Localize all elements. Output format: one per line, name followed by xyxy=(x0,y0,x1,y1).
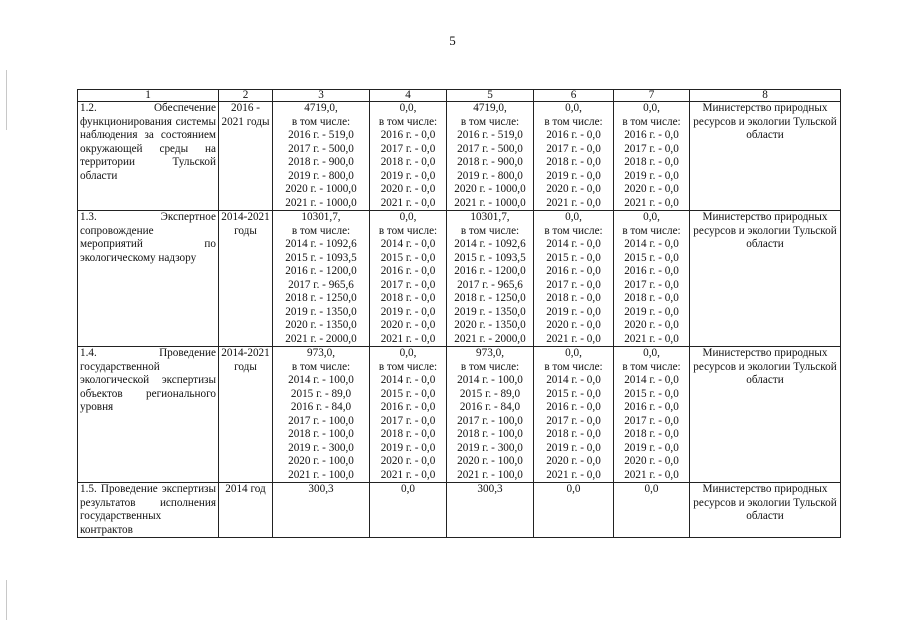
funding-line: 2019 г. - 0,0 xyxy=(546,441,601,454)
activity-name: 1.2. Обеспечение функционирования системы наблюдения за состоянием окружающей среды на территории Тульской области xyxy=(78,102,219,211)
funding-line: в том числе: xyxy=(622,115,681,128)
funding-line: 2015 г. - 89,0 xyxy=(290,387,352,400)
funding-line: 2016 г. - 519,0 xyxy=(288,129,354,141)
funding-line: 2014 г. - 0,0 xyxy=(380,374,436,386)
funding-line: 2016 г. - 519,0 xyxy=(457,129,523,141)
funding-line: 2016 г. - 0,0 xyxy=(624,401,679,413)
funding-line: 0,0, xyxy=(399,102,417,114)
table-row xyxy=(78,102,841,211)
funding-line: 2021 г. - 0,0 xyxy=(546,332,601,345)
funding-line: в том числе: xyxy=(378,115,438,128)
funding-line: 2021 г. - 0,0 xyxy=(380,468,436,481)
funding-line: 2016 г. - 0,0 xyxy=(546,401,601,413)
funding-line: 0,0, xyxy=(565,211,582,223)
funding-line: в том числе: xyxy=(460,360,520,373)
period-cell: 2014 год xyxy=(219,483,273,538)
funding-line: 2018 г. - 0,0 xyxy=(546,428,601,440)
funding-line: в том числе: xyxy=(291,224,351,237)
funding-line: 2017 г. - 965,6 xyxy=(288,278,354,291)
activity-name: 1.3. Экспертное сопровождение мероприятий по экологическому надзору xyxy=(78,211,219,347)
funding-line: 2020 г. - 0,0 xyxy=(380,455,436,467)
funding-cell xyxy=(447,347,534,483)
funding-line: 2020 г. - 1350,0 xyxy=(454,319,526,331)
funding-line: 2014 г. - 0,0 xyxy=(624,238,679,250)
funding-line: в том числе: xyxy=(460,115,520,128)
funding-line: 2019 г. - 0,0 xyxy=(624,441,679,454)
funding-line: 2019 г. - 300,0 xyxy=(288,441,354,454)
funding-line: 0,0 xyxy=(566,483,581,495)
funding-cell xyxy=(534,483,614,538)
table-row xyxy=(78,347,841,483)
funding-line: 2019 г. - 0,0 xyxy=(380,169,436,182)
funding-line: 973,0, xyxy=(307,347,335,359)
funding-line: 2017 г. - 100,0 xyxy=(457,414,523,427)
column-number: 2 xyxy=(219,90,273,102)
funding-line: в том числе: xyxy=(544,360,603,373)
column-number: 6 xyxy=(534,90,614,102)
funding-line: 300,3 xyxy=(477,483,503,495)
scan-edge-mark xyxy=(6,70,7,130)
funding-line: 2015 г. - 0,0 xyxy=(546,387,601,400)
funding-line: в том числе: xyxy=(544,224,603,237)
funding-line: 2019 г. - 0,0 xyxy=(624,305,679,318)
funding-line: 2020 г. - 1000,0 xyxy=(285,183,357,195)
funding-line: в том числе: xyxy=(378,224,438,237)
funding-line: 2018 г. - 900,0 xyxy=(288,156,354,168)
funding-line: 2019 г. - 0,0 xyxy=(624,169,679,182)
funding-line: 2021 г. - 0,0 xyxy=(546,196,601,209)
funding-line: 2020 г. - 100,0 xyxy=(288,455,354,467)
funding-line: 2017 г. - 965,6 xyxy=(457,278,523,291)
funding-line: 973,0, xyxy=(476,347,504,359)
funding-line: в том числе: xyxy=(460,224,520,237)
funding-line: 2014 г. - 1092,6 xyxy=(454,238,526,250)
funding-line: 2017 г. - 0,0 xyxy=(546,414,601,427)
funding-line: 2014 г. - 1092,6 xyxy=(285,238,357,250)
funding-line: 2014 г. - 0,0 xyxy=(380,238,436,250)
funding-line: 2016 г. - 84,0 xyxy=(290,401,352,413)
funding-line: 2019 г. - 0,0 xyxy=(546,305,601,318)
funding-line: 300,3 xyxy=(308,483,334,495)
funding-line: 2021 г. - 0,0 xyxy=(624,468,679,481)
period-cell: 2014-2021 годы xyxy=(219,347,273,483)
funding-line: 10301,7, xyxy=(301,211,341,223)
responsible-ministry: Министерство природных ресурсов и экологии Тульской области xyxy=(690,347,841,483)
funding-line: 2019 г. - 800,0 xyxy=(457,169,523,182)
funding-line: 2018 г. - 100,0 xyxy=(288,428,354,440)
table-row xyxy=(78,211,841,347)
funding-cell xyxy=(273,102,370,211)
funding-line: в том числе: xyxy=(291,360,351,373)
funding-line: 2016 г. - 0,0 xyxy=(380,265,436,277)
funding-line: 2021 г. - 0,0 xyxy=(624,196,679,209)
funding-line: 2017 г. - 0,0 xyxy=(546,142,601,155)
funding-line: 2020 г. - 0,0 xyxy=(546,183,601,195)
responsible-ministry: Министерство природных ресурсов и экологии Тульской области xyxy=(690,102,841,211)
funding-line: 0,0 xyxy=(644,483,659,495)
table-row xyxy=(78,483,841,538)
funding-line: 2021 г. - 2000,0 xyxy=(454,332,526,345)
funding-line: 2020 г. - 0,0 xyxy=(546,455,601,467)
funding-line: 2016 г. - 1200,0 xyxy=(285,265,357,277)
funding-cell xyxy=(273,211,370,347)
funding-line: в том числе: xyxy=(544,115,603,128)
funding-line: 0,0, xyxy=(399,211,417,223)
column-number: 1 xyxy=(78,90,219,102)
funding-line: 2015 г. - 0,0 xyxy=(380,251,436,264)
column-number: 8 xyxy=(690,90,841,102)
column-number-row xyxy=(78,90,841,102)
funding-line: 2021 г. - 1000,0 xyxy=(285,196,357,209)
funding-cell xyxy=(370,347,447,483)
funding-line: 2021 г. - 0,0 xyxy=(380,196,436,209)
funding-line: 2021 г. - 0,0 xyxy=(624,332,679,345)
funding-cell xyxy=(614,483,690,538)
funding-line: 2015 г. - 1093,5 xyxy=(285,251,357,264)
funding-cell xyxy=(370,211,447,347)
funding-line: 0,0, xyxy=(565,347,582,359)
funding-line: 2014 г. - 100,0 xyxy=(288,374,354,386)
funding-line: 2016 г. - 1200,0 xyxy=(454,265,526,277)
funding-line: 2021 г. - 100,0 xyxy=(457,468,523,481)
funding-cell xyxy=(534,102,614,211)
funding-cell xyxy=(447,211,534,347)
funding-line: 2016 г. - 0,0 xyxy=(380,401,436,413)
funding-line: 2017 г. - 0,0 xyxy=(624,278,679,291)
responsible-ministry: Министерство природных ресурсов и экологии Тульской области xyxy=(690,211,841,347)
funding-line: 2017 г. - 0,0 xyxy=(380,142,436,155)
funding-line: 2018 г. - 0,0 xyxy=(380,292,436,304)
funding-line: 0,0, xyxy=(399,347,417,359)
funding-line: 2016 г. - 84,0 xyxy=(459,401,521,413)
funding-cell xyxy=(534,347,614,483)
funding-line: 2020 г. - 0,0 xyxy=(624,455,679,467)
activity-name: 1.4. Проведение государственной экологической экспертизы объектов регионального уровня xyxy=(78,347,219,483)
funding-line: 0,0, xyxy=(643,211,660,223)
funding-line: 2014 г. - 0,0 xyxy=(624,374,679,386)
funding-line: 2021 г. - 2000,0 xyxy=(285,332,357,345)
funding-line: 2014 г. - 0,0 xyxy=(546,374,601,386)
period-cell: 2014-2021 годы xyxy=(219,211,273,347)
funding-line: 2016 г. - 0,0 xyxy=(624,265,679,277)
funding-line: 2015 г. - 0,0 xyxy=(546,251,601,264)
page-number: 5 xyxy=(449,33,456,48)
funding-line: 2014 г. - 0,0 xyxy=(546,238,601,250)
funding-line: 2015 г. - 0,0 xyxy=(624,251,679,264)
funding-line: 2020 г. - 0,0 xyxy=(624,183,679,195)
funding-line: 0,0, xyxy=(643,347,660,359)
funding-line: 4719,0, xyxy=(473,102,507,114)
funding-line: 2020 г. - 1350,0 xyxy=(285,319,357,331)
funding-line: 2015 г. - 0,0 xyxy=(624,387,679,400)
funding-line: 2017 г. - 0,0 xyxy=(380,414,436,427)
funding-line: 2019 г. - 0,0 xyxy=(546,169,601,182)
funding-line: 0,0, xyxy=(565,102,582,114)
funding-line: 2019 г. - 0,0 xyxy=(380,441,436,454)
funding-line: 2018 г. - 900,0 xyxy=(457,156,523,168)
funding-line: 2015 г. - 89,0 xyxy=(459,387,521,400)
funding-line: в том числе: xyxy=(622,360,681,373)
funding-line: 2019 г. - 1350,0 xyxy=(454,305,526,318)
funding-line: 2018 г. - 0,0 xyxy=(546,292,601,304)
funding-line: 2018 г. - 0,0 xyxy=(624,428,679,440)
funding-line: 2016 г. - 0,0 xyxy=(624,129,679,141)
funding-line: 0,0, xyxy=(643,102,660,114)
funding-line: 2021 г. - 0,0 xyxy=(380,332,436,345)
funding-cell xyxy=(370,483,447,538)
funding-line: 2018 г. - 0,0 xyxy=(380,428,436,440)
funding-line: 10301,7, xyxy=(470,211,510,223)
funding-table xyxy=(77,89,841,538)
funding-line: 2017 г. - 0,0 xyxy=(380,278,436,291)
funding-line: 2021 г. - 0,0 xyxy=(546,468,601,481)
column-number: 4 xyxy=(370,90,447,102)
funding-line: 2020 г. - 1000,0 xyxy=(454,183,526,195)
funding-line: 4719,0, xyxy=(304,102,338,114)
funding-line: 2018 г. - 0,0 xyxy=(380,156,436,168)
column-number: 7 xyxy=(614,90,690,102)
funding-line: в том числе: xyxy=(622,224,681,237)
funding-line: 2018 г. - 0,0 xyxy=(624,156,679,168)
funding-line: 2018 г. - 0,0 xyxy=(624,292,679,304)
funding-line: 2016 г. - 0,0 xyxy=(546,265,601,277)
funding-line: 2014 г. - 100,0 xyxy=(457,374,523,386)
funding-cell xyxy=(614,102,690,211)
funding-line: 2020 г. - 0,0 xyxy=(624,319,679,331)
funding-line: 2017 г. - 500,0 xyxy=(288,142,354,155)
column-number: 3 xyxy=(273,90,370,102)
funding-line: 0,0 xyxy=(401,483,415,495)
funding-cell xyxy=(447,102,534,211)
scan-edge-mark xyxy=(6,580,7,620)
funding-cell xyxy=(273,347,370,483)
funding-line: 2018 г. - 1250,0 xyxy=(285,292,357,304)
funding-line: в том числе: xyxy=(378,360,438,373)
funding-line: 2019 г. - 0,0 xyxy=(380,305,436,318)
funding-cell xyxy=(614,211,690,347)
funding-cell xyxy=(447,483,534,538)
funding-line: 2016 г. - 0,0 xyxy=(380,129,436,141)
funding-line: 2020 г. - 100,0 xyxy=(457,455,523,467)
funding-cell xyxy=(370,102,447,211)
funding-line: 2017 г. - 0,0 xyxy=(546,278,601,291)
funding-line: 2019 г. - 800,0 xyxy=(288,169,354,182)
responsible-ministry: Министерство природных ресурсов и экологии Тульской области xyxy=(690,483,841,538)
funding-cell xyxy=(614,347,690,483)
funding-cell xyxy=(273,483,370,538)
funding-line: 2018 г. - 100,0 xyxy=(457,428,523,440)
funding-line: 2015 г. - 0,0 xyxy=(380,387,436,400)
funding-line: 2021 г. - 1000,0 xyxy=(454,196,526,209)
funding-line: 2019 г. - 1350,0 xyxy=(285,305,357,318)
funding-line: 2020 г. - 0,0 xyxy=(380,319,436,331)
funding-cell xyxy=(534,211,614,347)
funding-line: 2020 г. - 0,0 xyxy=(546,319,601,331)
funding-line: в том числе: xyxy=(291,115,351,128)
column-number: 5 xyxy=(447,90,534,102)
period-cell: 2016 - 2021 годы xyxy=(219,102,273,211)
funding-line: 2020 г. - 0,0 xyxy=(380,183,436,195)
funding-line: 2016 г. - 0,0 xyxy=(546,129,601,141)
funding-line: 2017 г. - 0,0 xyxy=(624,142,679,155)
funding-line: 2019 г. - 300,0 xyxy=(457,441,523,454)
funding-line: 2015 г. - 1093,5 xyxy=(454,251,526,264)
funding-line: 2017 г. - 500,0 xyxy=(457,142,523,155)
funding-line: 2017 г. - 100,0 xyxy=(288,414,354,427)
funding-line: 2018 г. - 1250,0 xyxy=(454,292,526,304)
funding-line: 2021 г. - 100,0 xyxy=(288,468,354,481)
funding-line: 2017 г. - 0,0 xyxy=(624,414,679,427)
funding-line: 2018 г. - 0,0 xyxy=(546,156,601,168)
activity-name: 1.5. Проведение экспертизы результатов исполнения государственных контрактов xyxy=(78,483,219,538)
